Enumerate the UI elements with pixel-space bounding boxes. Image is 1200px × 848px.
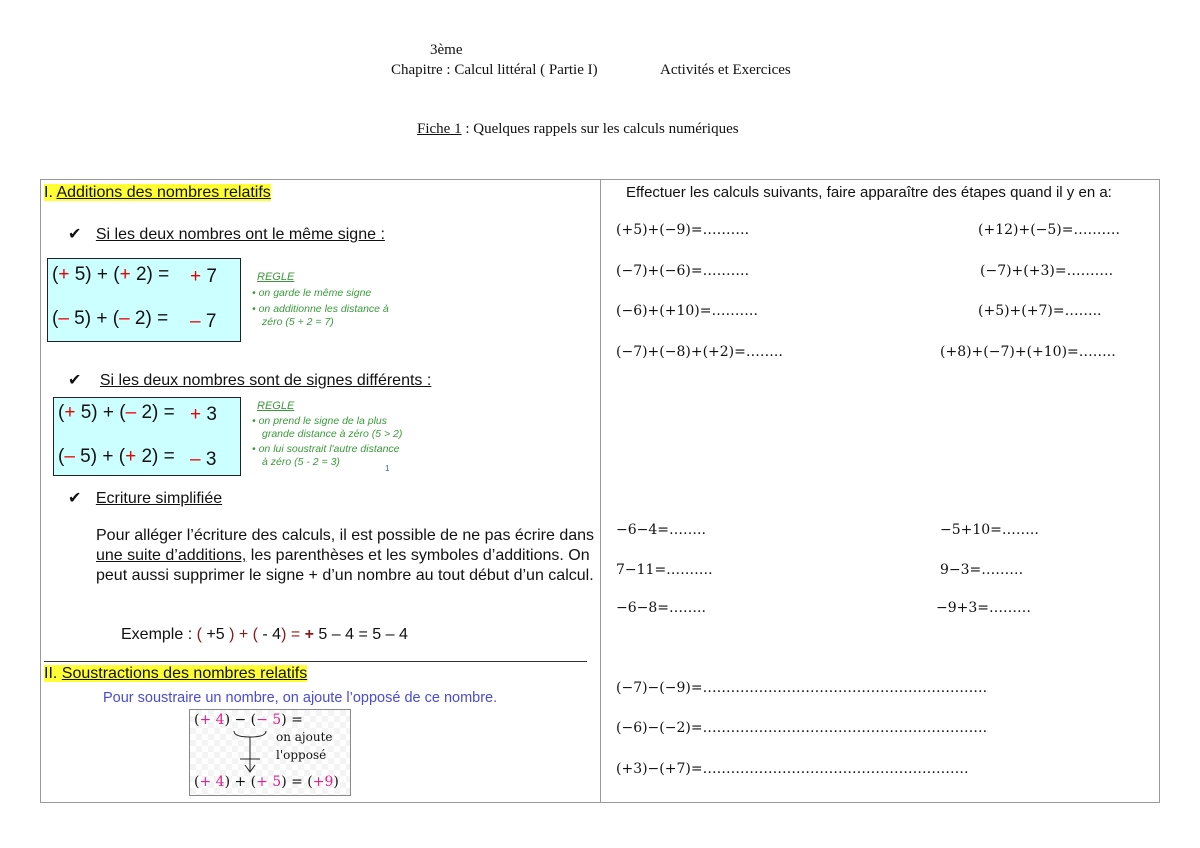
fiche-subtitle: : Quelques rappels sur les calculs numériques	[461, 121, 739, 137]
simplified-writing-paragraph: Pour alléger l’écriture des calculs, il est possible de ne pas écrire dans une suite d’additions, les parenthèses et les symboles d’additions. On peut aussi supprimer le signe + d’un nombre au tout début d’un calcul.	[96, 527, 595, 584]
simplified-writing-heading	[68, 488, 222, 508]
case-diff-sign	[68, 370, 431, 390]
calc-8: (−7)−(−9)=…………………………………………………….	[616, 680, 988, 696]
case-diff-text: Si les deux nombres sont de signes différents :	[99, 372, 432, 389]
example-box-diff-sign	[53, 397, 241, 476]
example-box-same-sign	[47, 258, 241, 342]
section1-number: I.	[44, 184, 53, 201]
rule-note-diff-sign: REGLE • on prend le signe de la plus grande distance à zéro (5 > 2) • on lui soustrait l'autre distance à zéro (5 - 2 = 3)	[252, 400, 403, 468]
subtraction-figure	[189, 709, 351, 796]
calc-2-2: (−7)+(+3)=……….	[980, 263, 1114, 279]
fiche-title	[417, 121, 739, 138]
section2-title: Soustractions des nombres relatifs	[61, 665, 308, 682]
box2-line1: (+ 5) + (– 2) =	[58, 402, 175, 423]
rule-note-same-sign: REGLE • on garde le même signe • on additionne les distance à zéro (5 + 2 = 7)	[252, 271, 389, 328]
calc-5-1: −6−4=……..	[616, 522, 706, 538]
calc-5-2: −5+10=……..	[940, 522, 1039, 538]
simplified-writing-text: Ecriture simplifiée	[95, 490, 223, 507]
figure-arrow	[230, 729, 270, 775]
exercise-instruction: Effectuer les calculs suivants, faire apparaître des étapes quand il y en a:	[626, 184, 1112, 201]
box2-result2: – 3	[190, 449, 217, 470]
section1-heading	[44, 184, 271, 202]
calc-3-2: (+5)+(+7)=……..	[978, 303, 1102, 319]
calc-1-2: (+12)+(−5)=……….	[978, 222, 1120, 238]
chapter-title: Chapitre : Calcul littéral ( Partie I)	[391, 62, 598, 78]
calc-9: (−6)−(−2)=…………………………………………………….	[616, 720, 988, 736]
section2-number: II.	[44, 665, 58, 682]
calc-3-1: (−6)+(+10)=……….	[616, 303, 758, 319]
calc-6-1: 7−11=……….	[616, 562, 713, 578]
subtraction-rule: Pour soustraire un nombre, on ajoute l’opposé de ce nombre.	[103, 690, 498, 706]
calc-6-2: 9−3=………	[940, 562, 1024, 578]
section2-heading	[44, 665, 307, 683]
case-same-sign	[68, 224, 385, 244]
section-divider	[44, 661, 587, 662]
box2-line2: (– 5) + (+ 2) =	[58, 446, 175, 467]
check-icon: ✔	[68, 490, 82, 507]
box1-line1: (+ 5) + (+ 2) =	[52, 264, 170, 285]
example-line: Exemple : ( +5 ) + ( - 4) = + 5 – 4 = 5 – 4	[121, 626, 408, 643]
check-icon: ✔	[68, 372, 82, 389]
figure-top-expression: (+ 4) − (− 5) =	[194, 712, 303, 728]
case-same-text: Si les deux nombres ont le même signe :	[95, 226, 385, 243]
figure-bottom-expression: (+ 4) + (+ 5) = (+9)	[194, 774, 339, 790]
section1-title: Additions des nombres relatifs	[56, 184, 271, 201]
box2-result1: + 3	[190, 404, 217, 425]
calc-1-1: (+5)+(−9)=……….	[616, 222, 750, 238]
figure-caption: on ajoute l'opposé	[276, 730, 333, 762]
calc-4-1: (−7)+(−8)+(+2)=……..	[616, 344, 783, 360]
activities-label: Activités et Exercices	[660, 62, 791, 78]
fiche-label: Fiche 1	[417, 121, 462, 137]
box1-result1: + 7	[190, 266, 217, 287]
calc-4-2: (+8)+(−7)+(+10)=……..	[940, 344, 1116, 360]
box1-result2: – 7	[190, 311, 217, 332]
level-label: 3ème	[430, 42, 463, 58]
calc-2-1: (−7)+(−6)=……….	[616, 263, 750, 279]
column-divider	[600, 179, 601, 803]
calc-7-2: −9+3=………	[936, 600, 1032, 616]
box1-line2: (– 5) + (– 2) =	[52, 308, 169, 329]
footnote-marker: 1	[385, 464, 390, 473]
calc-7-1: −6−8=……..	[616, 600, 706, 616]
calc-10: (+3)−(+7)=…………………………………………………	[616, 761, 969, 777]
check-icon: ✔	[68, 226, 82, 243]
